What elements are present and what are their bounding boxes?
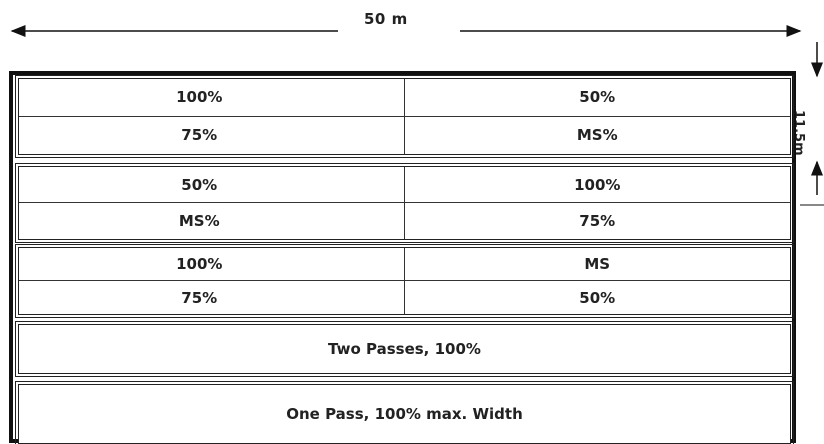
width-dimension-label: 50 m	[364, 10, 408, 28]
height-dimension-label: 11.5m	[791, 110, 806, 156]
plot-2-top-right: 100%	[405, 167, 791, 203]
strip-two-passes	[18, 324, 791, 374]
plot-1-bottom-right: MS%	[576, 126, 618, 145]
plot-block-3	[18, 247, 791, 315]
plot-block-1	[18, 78, 791, 155]
plot-2-top-left: 50%	[19, 167, 405, 203]
strip-two-passes-label: Two Passes, 100%	[328, 340, 481, 358]
plot-3-bottom-right: 50%	[579, 288, 616, 307]
plot-1-top-left: 100%	[19, 79, 405, 117]
plot-2-bottom-left: MS%	[19, 203, 405, 239]
plot-1-top-right: 50%	[405, 79, 791, 117]
plot-1-bottom-left: 75%	[19, 117, 405, 155]
plot-block-2	[18, 166, 791, 240]
strip-one-pass-label: One Pass, 100% max. Width	[286, 405, 523, 423]
strip-one-pass	[18, 384, 791, 444]
plot-2-bottom-right: 75%	[579, 212, 616, 230]
plot-3-bottom-left: 75%	[19, 281, 405, 314]
plot-3-top-right: MS	[405, 248, 791, 281]
plot-3-top-left: 100%	[19, 248, 405, 281]
